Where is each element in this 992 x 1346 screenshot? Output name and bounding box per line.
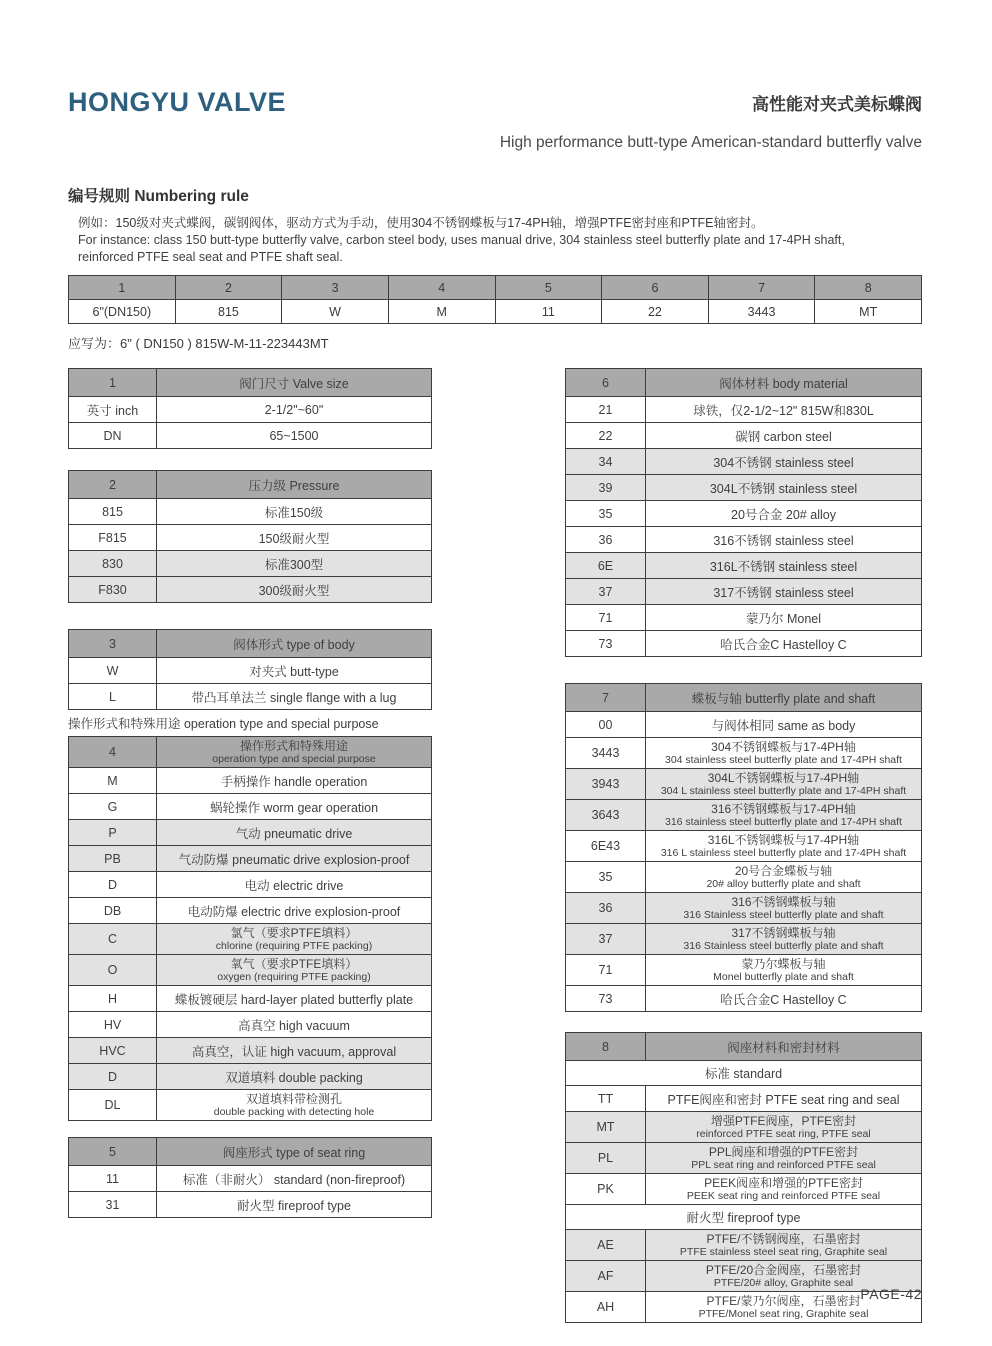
description-cell: 蝶板镀硬层 hard-layer plated butterfly plate — [174, 992, 414, 1007]
cell-line-en: 316 L stainless steel butterfly plate and 17-4PH shaft — [660, 847, 907, 859]
description-cell — [646, 1112, 921, 1142]
description-cell: 手柄操作 handle operation — [220, 774, 368, 789]
table-merged-row — [566, 1204, 921, 1229]
cell-line-cn: PEEK阀座和增强的PTFE密封 — [704, 1176, 863, 1190]
description-cell — [157, 955, 431, 985]
code-cell: 73 — [566, 631, 646, 656]
code-cell: L — [69, 684, 157, 709]
cell-line-en: Monel butterfly plate and shaft — [713, 971, 854, 983]
table-row — [69, 845, 431, 871]
table-row — [69, 871, 431, 897]
cell-line-en: 316 Stainless steel butterfly plate and shaft — [683, 909, 884, 921]
description-cell: 双道填料 double packing — [225, 1070, 363, 1085]
table-row — [69, 550, 431, 576]
description-cell — [646, 1174, 921, 1204]
code-cell: 36 — [566, 893, 646, 923]
code-cell: W — [69, 658, 157, 683]
description-cell: 哈氏合金C Hastelloy C — [720, 992, 847, 1007]
cell-line-cn: PTFE/不锈钢阀座，石墨密封 — [706, 1232, 861, 1246]
table-row — [69, 1037, 431, 1063]
cell-line-cn: 304L不锈钢蝶板与17-4PH轴 — [707, 771, 860, 785]
description-cell — [646, 924, 921, 954]
header-number-cell: 5 — [69, 1138, 157, 1165]
header-title-cell: 阀体形式 type of body — [233, 637, 355, 652]
description-cell — [646, 800, 921, 830]
table-row — [69, 498, 431, 524]
code-cell: 21 — [566, 397, 646, 422]
description-cell: 对夹式 butt-type — [249, 664, 339, 679]
description-cell: 304L不锈钢 stainless steel — [709, 481, 858, 496]
code-cell: 815 — [69, 499, 157, 524]
table-merged-row — [566, 1060, 921, 1085]
description-cell: 蒙乃尔 Monel — [745, 611, 822, 626]
header-number-cell: 3 — [69, 630, 157, 657]
description-cell — [646, 831, 921, 861]
table-row — [566, 985, 921, 1011]
header-number-cell: 1 — [69, 369, 157, 396]
cell-line-cn: 双道填料带检测孔 — [245, 1092, 342, 1106]
code-cell: 35 — [566, 501, 646, 526]
header-title-cell — [157, 737, 431, 767]
code-cell: 3443 — [566, 738, 646, 768]
section-title — [68, 184, 922, 206]
description-cell — [646, 769, 921, 799]
description-cell: 304不锈钢 stainless steel — [713, 455, 854, 470]
numbering-code-table — [68, 275, 922, 324]
table-header-row — [566, 1033, 921, 1060]
code-cell: TT — [566, 1086, 646, 1111]
description-cell: 气动 pneumatic drive — [235, 826, 353, 841]
description-cell: 气动防爆 pneumatic drive explosion-proof — [178, 852, 410, 867]
cell-line-cn: PTFE/蒙乃尔阀座，石墨密封 — [706, 1294, 861, 1308]
header-number-cell: 7 — [566, 684, 646, 711]
cell-line-cn: 蒙乃尔蝶板与轴 — [741, 957, 826, 971]
description-cell: 标准300型 — [264, 557, 324, 572]
table-row — [566, 799, 921, 830]
description-cell — [646, 738, 921, 768]
table-header-row — [566, 369, 921, 396]
code-cell: DB — [69, 898, 157, 923]
table-row — [69, 1191, 431, 1217]
code-cell: P — [69, 820, 157, 845]
cell-line-cn: 20号合金蝶板与轴 — [734, 864, 833, 878]
code-header-cell: 4 — [388, 276, 495, 299]
table-row — [566, 526, 921, 552]
description-cell: 与阀体相同 same as body — [711, 718, 856, 733]
lookup-columns — [68, 368, 922, 1323]
code-cell: 37 — [566, 924, 646, 954]
lookup-table-8 — [565, 1032, 922, 1323]
table-row — [69, 576, 431, 602]
table-row — [69, 1063, 431, 1089]
description-cell: 300级耐火型 — [258, 583, 330, 598]
code-cell: F830 — [69, 577, 157, 602]
description-cell: 317不锈钢 stainless steel — [713, 585, 854, 600]
table-row — [69, 985, 431, 1011]
code-cell: 6E43 — [566, 831, 646, 861]
description-cell: 哈氏合金C Hastelloy C — [720, 637, 847, 652]
page-header — [68, 87, 922, 118]
table-header-row — [69, 1138, 431, 1165]
table-row — [566, 861, 921, 892]
code-table-value-row — [69, 299, 921, 323]
description-cell — [646, 893, 921, 923]
code-cell: 6E — [566, 553, 646, 578]
description-cell: 高真空 high vacuum — [238, 1018, 350, 1033]
cell-line-en: 316 Stainless steel butterfly plate and shaft — [683, 940, 884, 952]
table-row — [69, 524, 431, 550]
table-row — [566, 1229, 921, 1260]
cell-line-cn: 操作形式和特殊用途 — [239, 739, 348, 753]
table-row — [69, 657, 431, 683]
code-value-cell: MT — [814, 299, 921, 323]
cell-line-en: 304 L stainless steel butterfly plate and 17-4PH shaft — [660, 785, 907, 797]
description-cell: 标准150级 — [264, 505, 324, 520]
description-cell: 蜗轮操作 worm gear operation — [209, 800, 379, 815]
table-row — [566, 422, 921, 448]
description-cell: 电动 electric drive — [244, 878, 344, 893]
table-row — [69, 1165, 431, 1191]
table-row — [566, 768, 921, 799]
code-value-cell: 3443 — [708, 299, 815, 323]
table-row — [566, 923, 921, 954]
cell-line-cn: 316L不锈钢蝶板与17-4PH轴 — [707, 833, 860, 847]
section-title-en: Numbering rule — [134, 188, 249, 205]
table-row — [566, 954, 921, 985]
cell-line-cn: 氧气（要求PTFE填料） — [230, 957, 358, 971]
cell-line-en: 20# alloy butterfly plate and shaft — [706, 878, 861, 890]
header-number-cell: 6 — [566, 369, 646, 396]
table-row — [566, 474, 921, 500]
header-title-cell: 阀座形式 type of seat ring — [222, 1145, 366, 1160]
cell-line-cn: 316不锈钢蝶板与轴 — [731, 895, 836, 909]
description-cell: 标准（非耐火） standard (non-fireproof) — [182, 1172, 406, 1187]
code-cell: 39 — [566, 475, 646, 500]
code-header-cell: 1 — [118, 281, 126, 295]
code-value-cell: 11 — [495, 299, 602, 323]
header-number-cell: 8 — [566, 1033, 646, 1060]
header-number-cell: 4 — [69, 737, 157, 767]
cell-line-en: 316 stainless steel butterfly plate and 17-4PH shaft — [665, 816, 902, 828]
code-cell: HV — [69, 1012, 157, 1037]
cell-line-en: PTFE/Monel seat ring, Graphite seal — [698, 1308, 869, 1320]
table-row — [566, 1085, 921, 1111]
table-row — [566, 578, 921, 604]
code-cell: M — [69, 768, 157, 793]
cell-line-cn: 317不锈钢蝶板与轴 — [731, 926, 836, 940]
code-cell: DL — [69, 1090, 157, 1120]
description-cell: 电动防爆 electric drive explosion-proof — [187, 904, 401, 919]
description-cell: 2-1/2"~60" — [264, 402, 324, 417]
description-cell: 65~1500 — [269, 428, 319, 443]
cell-line-cn: 氯气（要求PTFE填料） — [230, 926, 358, 940]
description-cell — [157, 924, 431, 954]
code-cell: 37 — [566, 579, 646, 604]
code-header-cell: 7 — [708, 276, 815, 299]
table-row — [69, 767, 431, 793]
table-row — [566, 500, 921, 526]
description-cell: PTFE阀座和密封 PTFE seat ring and seal — [667, 1092, 900, 1107]
description-cell: 球铁，仅2-1/2~12" 815W和830L — [693, 403, 874, 418]
table-row — [69, 819, 431, 845]
cell-line-en: 304 stainless steel butterfly plate and 17-4PH shaft — [665, 754, 902, 766]
description-cell: 20号合金 20# alloy — [731, 507, 836, 522]
header-title-cell: 阀门尺寸 Valve size — [239, 376, 349, 391]
code-cell: O — [69, 955, 157, 985]
code-cell: 830 — [69, 551, 157, 576]
code-cell: 35 — [566, 862, 646, 892]
description-cell: 高真空，认证 high vacuum, approval — [191, 1044, 397, 1059]
code-cell: 00 — [566, 712, 646, 737]
cell-line-en: operation type and special purpose — [212, 753, 376, 765]
description-cell — [157, 1090, 431, 1120]
cell-line-cn: 304不锈钢蝶板与17-4PH轴 — [711, 740, 856, 754]
table-row — [69, 923, 431, 954]
cell-line-en: chlorine (requiring PTFE packing) — [215, 940, 373, 952]
code-cell: D — [69, 1064, 157, 1089]
table-row — [566, 1173, 921, 1204]
table-row — [69, 396, 431, 422]
brand-logo: HONGYU VALVE — [68, 87, 287, 117]
table-row — [566, 830, 921, 861]
table-row — [566, 1111, 921, 1142]
code-cell: C — [69, 924, 157, 954]
cell-line-en: reinforced PTFE seat ring, PTFE seal — [696, 1128, 871, 1140]
code-cell: 英寸 inch — [69, 397, 157, 422]
table-header-row — [566, 684, 921, 711]
code-value-cell: M — [388, 299, 495, 323]
description-cell: 316不锈钢 stainless steel — [713, 533, 854, 548]
code-header-cell: 8 — [814, 276, 921, 299]
description-cell: 316L不锈钢 stainless steel — [709, 559, 858, 574]
section-title-cn: 编号规则 — [68, 188, 131, 205]
page-subtitle-en: High performance butt-type American-standard butterfly valve — [499, 134, 922, 151]
header-title-cell: 压力级 Pressure — [248, 478, 340, 493]
code-cell: AH — [566, 1292, 646, 1322]
code-cell: 11 — [69, 1166, 157, 1191]
left-column — [68, 368, 432, 1218]
table-header-row — [69, 369, 431, 396]
description-cell — [646, 955, 921, 985]
code-value-cell: 815 — [175, 299, 282, 323]
code-cell: 36 — [566, 527, 646, 552]
description-cell: 带凸耳单法兰 single flange with a lug — [191, 690, 397, 705]
table-row — [566, 448, 921, 474]
table-row — [69, 793, 431, 819]
table-row — [566, 552, 921, 578]
code-cell: G — [69, 794, 157, 819]
code-cell: D — [69, 872, 157, 897]
merged-label: 标准 standard — [704, 1067, 783, 1081]
cell-line-cn: PTFE/20合金阀座，石墨密封 — [705, 1263, 862, 1277]
header-title-cell: 阀座材料和密封材料 — [727, 1040, 840, 1055]
operation-note: 操作形式和特殊用途 operation type and special purpose — [68, 717, 379, 731]
lookup-table-1 — [68, 368, 432, 449]
code-cell: 3643 — [566, 800, 646, 830]
cell-line-en: oxygen (requiring PTFE packing) — [217, 971, 371, 983]
code-cell: 31 — [69, 1192, 157, 1217]
header-title-cell: 阀体材料 body material — [719, 376, 848, 391]
code-cell: PB — [69, 846, 157, 871]
lookup-table-7 — [565, 683, 922, 1012]
code-value-cell: 6"(DN150) — [69, 299, 175, 323]
code-cell: DN — [69, 423, 157, 448]
page-number: PAGE-42 — [860, 1286, 922, 1302]
cell-line-en: PEEK seat ring and reinforced PTFE seal — [686, 1190, 881, 1202]
code-value-cell: 22 — [601, 299, 708, 323]
code-cell: 71 — [566, 605, 646, 630]
merged-label: 耐火型 fireproof type — [686, 1211, 801, 1225]
code-cell: 22 — [566, 423, 646, 448]
example-paragraph — [68, 215, 922, 266]
example-line-cn: 例如：150级对夹式蝶阀，碳钢阀体，驱动方式为手动，使用304不锈钢蝶板与17-4PH轴，增强PTFE密封座和PTFE轴密封。 — [78, 216, 764, 230]
description-cell — [646, 1143, 921, 1173]
code-cell: 34 — [566, 449, 646, 474]
code-cell: 3943 — [566, 769, 646, 799]
description-cell: 碳钢 carbon steel — [735, 429, 832, 444]
written-as-line: 应写为：6" ( DN150 ) 815W-M-11-223443MT — [68, 336, 329, 351]
table-row — [566, 604, 921, 630]
cell-line-cn: PPL阀座和增强的PTFE密封 — [708, 1145, 859, 1159]
table-header-row — [69, 737, 431, 767]
right-column — [565, 368, 922, 1323]
code-header-cell: 2 — [175, 276, 282, 299]
table-row — [566, 1142, 921, 1173]
lookup-table-6 — [565, 368, 922, 657]
table-row — [69, 422, 431, 448]
code-value-cell: W — [281, 299, 388, 323]
code-cell: 73 — [566, 986, 646, 1011]
description-cell — [646, 1230, 921, 1260]
code-cell: HVC — [69, 1038, 157, 1063]
table-row — [69, 1089, 431, 1120]
code-cell: PK — [566, 1174, 646, 1204]
header-number-cell: 2 — [69, 471, 157, 498]
code-cell: AF — [566, 1261, 646, 1291]
description-cell: 耐火型 fireproof type — [237, 1198, 351, 1213]
example-line-en1: For instance: class 150 butt-type butterfly valve, carbon steel body, uses manual drive, 304 stainless steel butterfly plate and 17-4PH shaft, — [78, 233, 845, 247]
code-cell: F815 — [69, 525, 157, 550]
code-header-cell: 5 — [495, 276, 602, 299]
cell-line-en: PTFE/20# alloy, Graphite seal — [713, 1277, 854, 1289]
cell-line-en: PPL seat ring and reinforced PTFE seal — [691, 1159, 876, 1171]
table-header-row — [69, 471, 431, 498]
page-title-cn: 高性能对夹式美标蝶阀 — [752, 95, 922, 114]
table-row — [566, 630, 921, 656]
description-cell: 150级耐火型 — [258, 531, 330, 546]
lookup-table-2 — [68, 470, 432, 603]
cell-line-cn: 增强PTFE阀座，PTFE密封 — [710, 1114, 857, 1128]
table-row — [566, 737, 921, 768]
cell-line-en: PTFE stainless steel seat ring, Graphite seal — [679, 1246, 888, 1258]
table-header-row — [69, 630, 431, 657]
table-row — [69, 1011, 431, 1037]
table-row — [566, 711, 921, 737]
lookup-table-5 — [68, 1137, 432, 1218]
code-header-cell: 3 — [281, 276, 388, 299]
table-row — [566, 892, 921, 923]
code-cell: MT — [566, 1112, 646, 1142]
code-table-header-row — [69, 276, 921, 299]
cell-line-en: double packing with detecting hole — [213, 1106, 375, 1118]
code-cell: 71 — [566, 955, 646, 985]
description-cell — [646, 862, 921, 892]
header-title-cell: 蝶板与轴 butterfly plate and shaft — [691, 691, 876, 706]
code-header-cell: 6 — [601, 276, 708, 299]
example-line-en2: reinforced PTFE seal seat and PTFE shaft seal. — [78, 250, 343, 264]
table-row — [69, 954, 431, 985]
lookup-table-3 — [68, 629, 432, 710]
code-cell: AE — [566, 1230, 646, 1260]
code-cell: PL — [566, 1143, 646, 1173]
table-row — [69, 683, 431, 709]
code-cell: H — [69, 986, 157, 1011]
cell-line-cn: 316不锈钢蝶板与17-4PH轴 — [711, 802, 856, 816]
table-row — [69, 897, 431, 923]
lookup-table-4 — [68, 736, 432, 1121]
table-row — [566, 396, 921, 422]
